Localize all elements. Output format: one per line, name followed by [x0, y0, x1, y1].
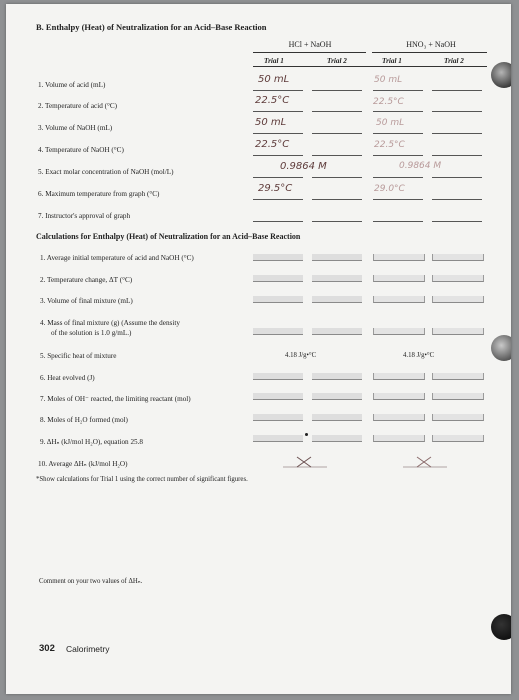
row-label: 6. Maximum temperature from graph (°C) — [38, 190, 160, 198]
section-title: B. Enthalpy (Heat) of Neutralization for an Acid–Base Reaction — [36, 22, 267, 32]
row-label: 7. Instructor's approval of graph — [38, 212, 131, 220]
binder-hole — [491, 335, 511, 361]
hcl-column-title: HCl + NaOH — [288, 40, 332, 49]
hcl-trial1-max-temp: 29.5°C — [258, 183, 293, 194]
hcl-trial1-naoh-conc: 0.9864 M — [280, 161, 327, 172]
calc-row-label: 9. ΔHₙ (kJ/mol H₂O), equation 25.8 — [40, 438, 144, 446]
calc-row-label: 5. Specific heat of mixture — [40, 352, 117, 360]
calc-row-label: 8. Moles of H₂O formed (mol) — [40, 416, 128, 424]
hno3-trial1-temp-naoh: 22.5°C — [374, 140, 405, 150]
hcl-trial1-volume-naoh: 50 mL — [255, 117, 287, 128]
calculations-title: Calculations for Enthalpy (Heat) of Neutralization for an Acid–Base Reaction — [36, 232, 301, 241]
calc-row-label: 10. Average ΔHₙ (kJ/mol H₂O) — [38, 460, 128, 468]
page-number: 302 — [39, 643, 55, 654]
calc-row-label: 7. Moles of OH⁻ reacted, the limiting reactant (mol) — [40, 395, 191, 403]
hcl-trial1-temp-naoh: 22.5°C — [255, 139, 290, 150]
worksheet-page — [6, 4, 511, 694]
calc-row-label: 2. Temperature change, ΔT (°C) — [40, 276, 133, 284]
hcl-trial1-volume-acid: 50 mL — [258, 74, 290, 85]
hno3-trial1-max-temp: 29.0°C — [374, 184, 405, 194]
hno3-trial1-header: Trial 1 — [382, 57, 402, 65]
hno3-trial1-volume-acid: 50 mL — [374, 75, 403, 85]
calc-row-label: 6. Heat evolved (J) — [40, 374, 95, 382]
calc-row-label: 1. Average initial temperature of acid and NaOH (°C) — [40, 254, 194, 262]
hno3-trial1-volume-naoh: 50 mL — [376, 118, 405, 128]
binder-hole — [491, 614, 511, 640]
calc-row-label: 4. Mass of final mixture (g) (Assume the density — [40, 319, 180, 327]
calc-row-sublabel: of the solution is 1.0 g/mL.) — [51, 329, 132, 337]
row-label: 1. Volume of acid (mL) — [38, 81, 106, 89]
hcl-trial2-header: Trial 2 — [327, 57, 347, 65]
hno3-average-cross-mark — [401, 453, 451, 471]
hno3-specific-heat: 4.18 J/g•°C — [403, 352, 435, 359]
row-label: 3. Volume of NaOH (mL) — [38, 124, 113, 132]
row-label: 4. Temperature of NaOH (°C) — [38, 146, 124, 154]
chapter-name: Calorimetry — [66, 644, 110, 654]
hno3-trial1-temp-acid: 22.5°C — [373, 97, 404, 107]
hno3-column-title: HNO₃ + NaOH — [406, 40, 456, 49]
footnote: *Show calculations for Trial 1 using the correct number of significant figures. — [36, 476, 248, 483]
hcl-trial1-temp-acid: 22.5°C — [255, 95, 290, 106]
hno3-trial2-header: Trial 2 — [444, 57, 464, 65]
dot-mark — [305, 433, 308, 436]
hno3-trial1-naoh-conc: 0.9864 M — [399, 161, 442, 171]
hcl-average-cross-mark — [281, 453, 331, 471]
binder-hole — [491, 62, 511, 88]
row-label: 5. Exact molar concentration of NaOH (mol/L) — [38, 168, 174, 176]
row-label: 2. Temperature of acid (°C) — [38, 102, 118, 110]
hcl-specific-heat: 4.18 J/g•°C — [285, 352, 317, 359]
hcl-trial1-header: Trial 1 — [264, 57, 284, 65]
calc-row-label: 3. Volume of final mixture (mL) — [40, 297, 133, 305]
comment-prompt: Comment on your two values of ΔHₙ. — [39, 578, 143, 585]
